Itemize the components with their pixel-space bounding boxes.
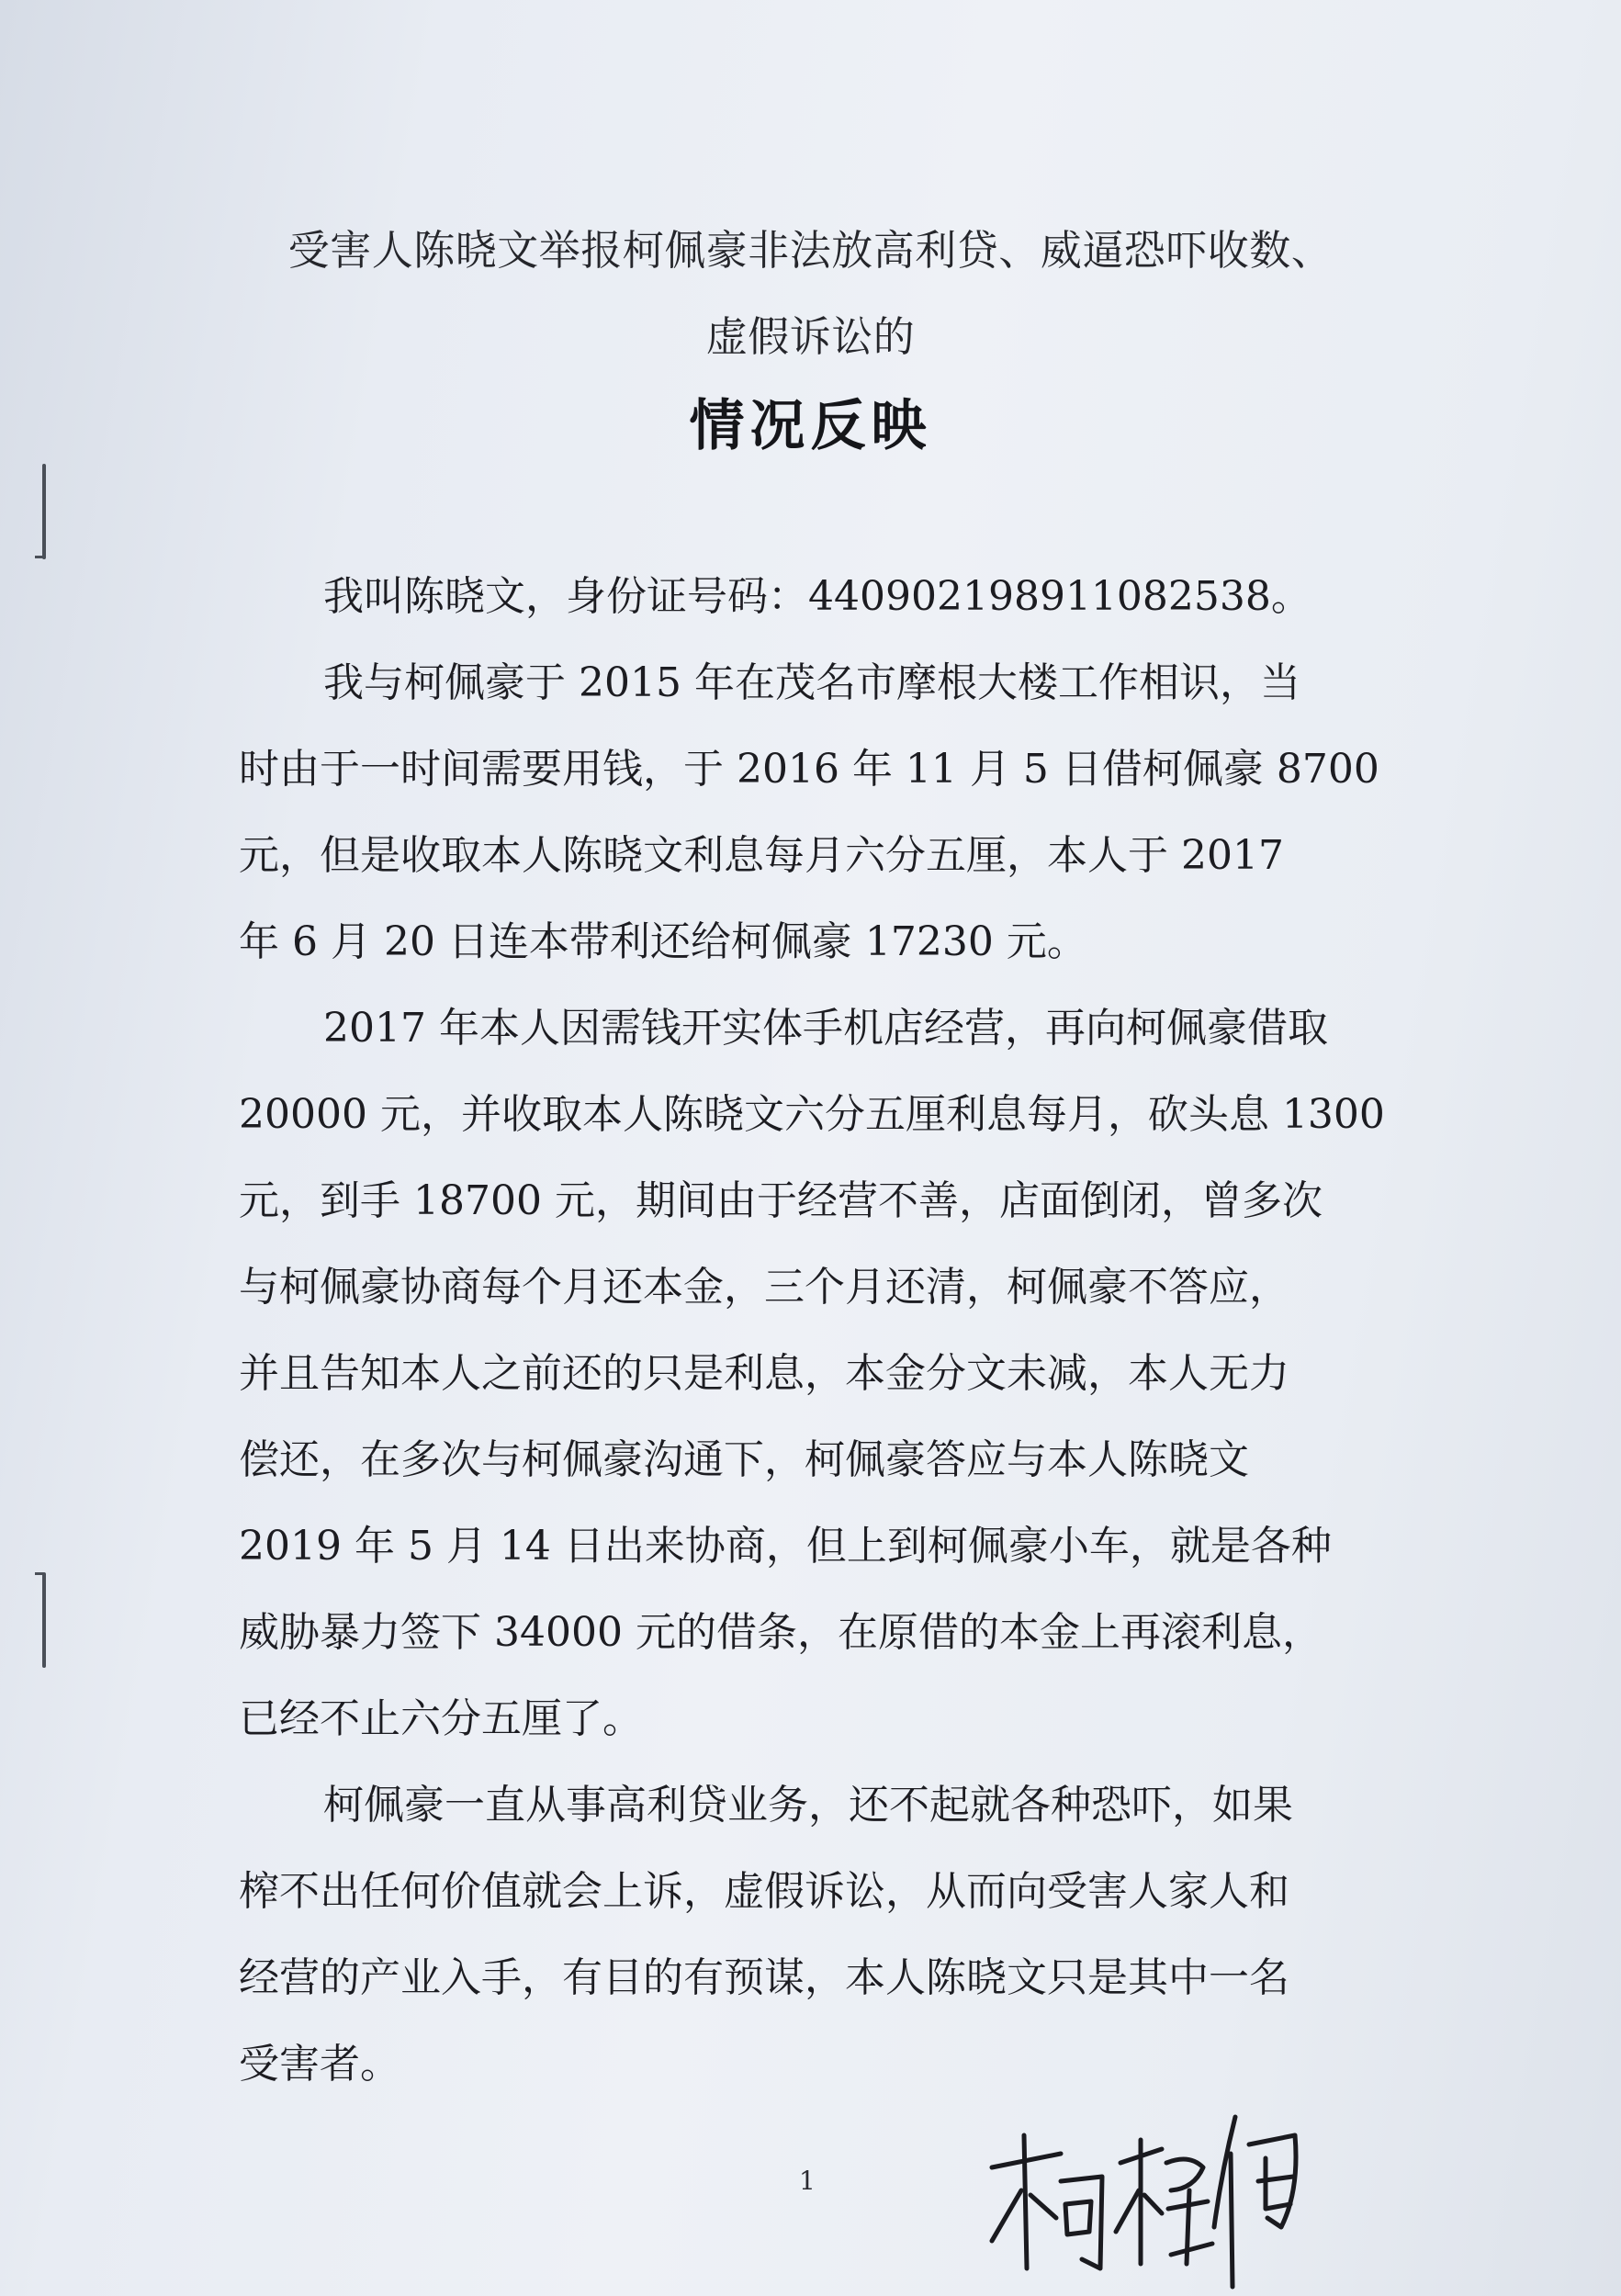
document-title-line-1: 受害人陈晓文举报柯佩豪非法放高利贷、威逼恐吓收数、: [287, 226, 1334, 275]
document-title-line-2: 虚假诉讼的: [705, 312, 916, 361]
body-line: 我叫陈晓文，身份证号码：440902198911082538。: [323, 573, 1311, 620]
body-line: 我与柯佩豪于 2015 年在茂名市摩根大楼工作相识，当: [323, 659, 1300, 706]
body-line: 元，到手 18700 元，期间由于经营不善，店面倒闭，曾多次: [239, 1177, 1323, 1224]
body-line: 受害者。: [239, 2041, 400, 2088]
body-line: 时由于一时间需要用钱，于 2016 年 11 月 5 日借柯佩豪 8700: [239, 746, 1379, 793]
body-line: 经营的产业入手，有目的有预谋，本人陈晓文只是其中一名: [239, 1954, 1289, 2001]
body-line: 2017 年本人因需钱开实体手机店经营，再向柯佩豪借取: [323, 1005, 1328, 1052]
binder-clip-mark: [42, 1572, 46, 1668]
document-main-title: 情况反映: [689, 394, 932, 458]
page-number: 1: [799, 2166, 816, 2196]
body-line: 威胁暴力签下 34000 元的借条，在原借的本金上再滚利息，: [239, 1609, 1323, 1656]
body-line: 柯佩豪一直从事高利贷业务，还不起就各种恐吓，如果: [323, 1782, 1293, 1829]
handwritten-signature: [974, 2080, 1323, 2291]
binder-clip-mark: [42, 464, 46, 559]
body-line: 年 6 月 20 日连本带利还给柯佩豪 17230 元。: [239, 918, 1087, 965]
body-line: 并且告知本人之前还的只是利息，本金分文未减，本人无力: [239, 1350, 1289, 1397]
body-line: 榨不出任何价值就会上诉，虚假诉讼，从而向受害人家人和: [239, 1868, 1289, 1915]
body-line: 与柯佩豪协商每个月还本金，三个月还清，柯佩豪不答应，: [239, 1264, 1289, 1311]
body-line: 20000 元，并收取本人陈晓文六分五厘利息每月，砍头息 1300: [239, 1091, 1385, 1138]
body-line: 元，但是收取本人陈晓文利息每月六分五厘，本人于 2017: [239, 832, 1284, 879]
body-line: 偿还，在多次与柯佩豪沟通下，柯佩豪答应与本人陈晓文: [239, 1436, 1249, 1483]
body-line: 已经不止六分五厘了。: [239, 1695, 643, 1742]
body-line: 2019 年 5 月 14 日出来协商，但上到柯佩豪小车，就是各种: [239, 1523, 1332, 1570]
